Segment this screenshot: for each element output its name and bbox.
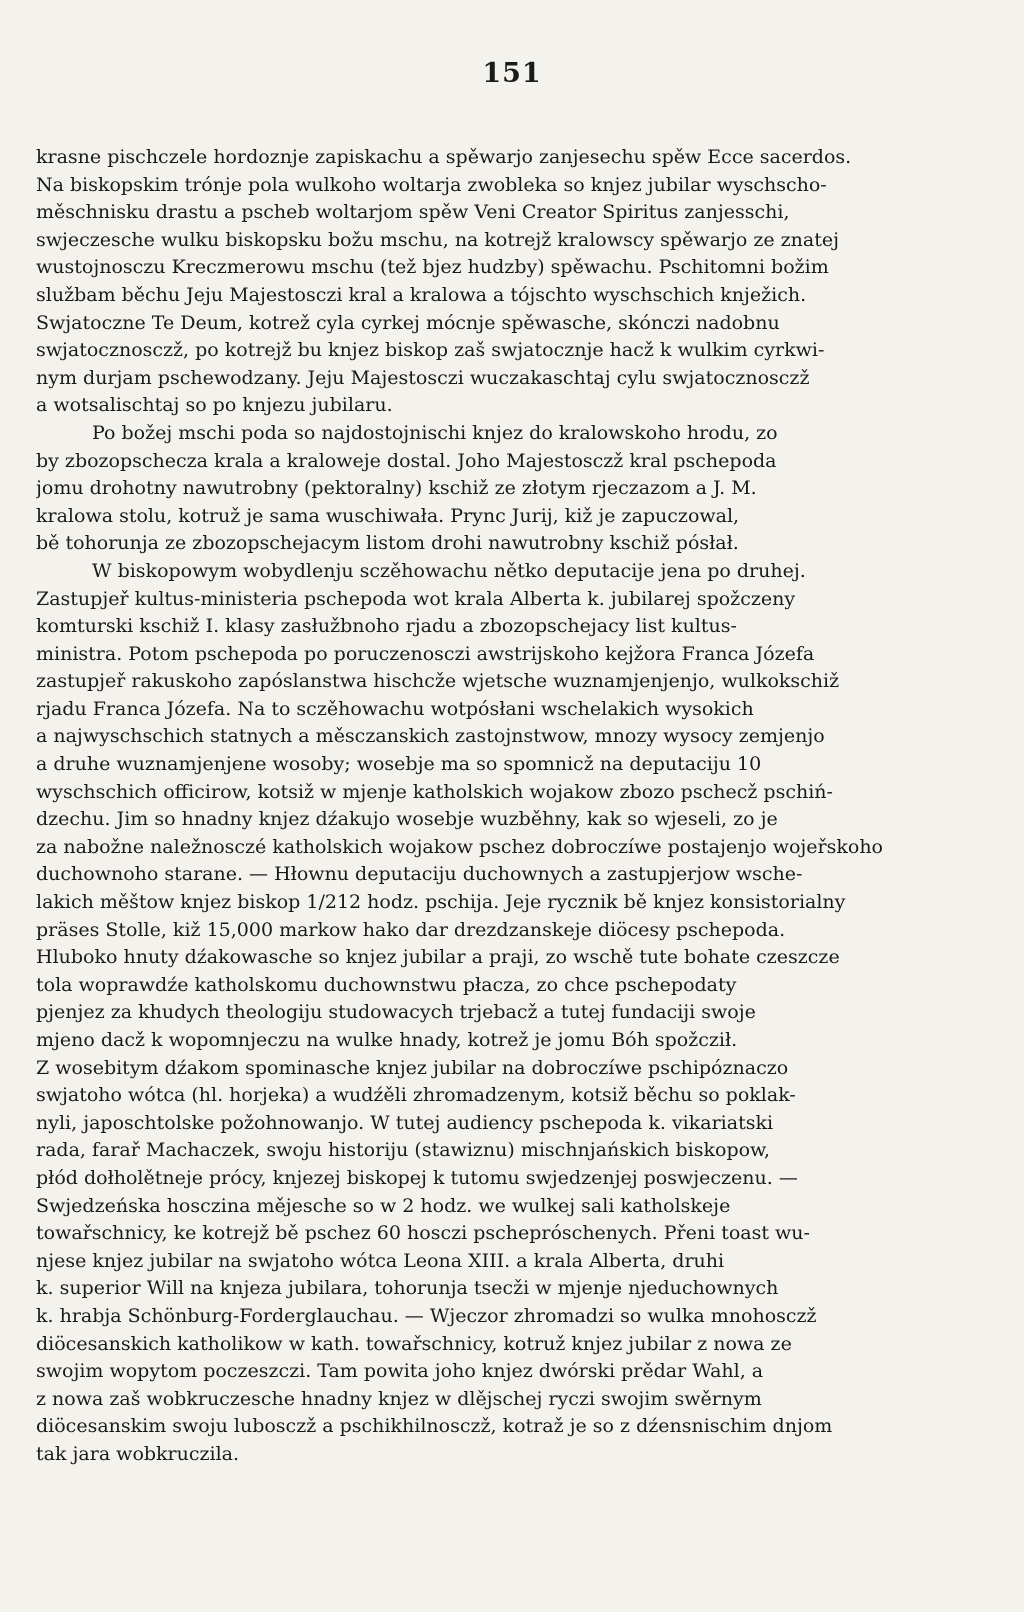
text-line: a druhe wuznamjenjene wosoby; wosebje ma so spomnicž na deputaciju 10 (36, 753, 762, 776)
text-line: nym durjam pschewodzany. Jeju Majestosczi wuczakaschtaj cylu swjatocznosczž (36, 366, 810, 389)
text-line: bě tohorunja ze zbozopschejacym listom drohi nawutrobny kschiž pósłał. (36, 532, 739, 555)
text-line: a najwyschschich statnych a měsczanskich zastojnstwow, mnozy wysocy zemjenjo (36, 725, 825, 748)
text-line: rjadu Franca Józefa. Na to sczěhowachu wotpósłani wschelakich wysokich (36, 697, 754, 720)
text-line: a wotsalischtaj so po knjezu jubilaru. (36, 394, 393, 417)
text-line: W biskopowym wobydlenju sczěhowachu nětko deputacije jena po druhej. (92, 559, 806, 582)
text-line: diöcesanskim swoju lubosczž a pschikhilnosczž, kotraž je so z dźensnischim dnjom (36, 1415, 833, 1438)
text-line: rada, farař Machaczek, swoju historiju (stawiznu) mischnjańskich biskopow, (36, 1139, 771, 1162)
text-line: towařschnicy, ke kotrejž bě pschez 60 hosczi pschepróschenych. Přeni toast wu- (36, 1222, 810, 1245)
text-line: tak jara wobkruczila. (36, 1442, 240, 1465)
text-line: swojim wopytom poczeszczi. Tam powita joho knjez dwórski prědar Wahl, a (36, 1360, 764, 1383)
text-line: Hluboko hnuty dźakowasche so knjez jubilar a praji, zo wschě tute bohate czeszcze (36, 946, 840, 969)
text-line: komturski kschiž I. klasy zasłužbnoho rjadu a zbozopschejacy list kultus- (36, 615, 737, 638)
text-line: płód dołholětneje prócy, knjezej biskopej k tutomu swjedzenjej poswjeczenu. — (36, 1166, 798, 1189)
text-line: k. superior Will na knjeza jubilara, tohorunja tsecži w mjenje njeduchownych (36, 1277, 779, 1300)
text-line: Swjatoczne Te Deum, kotrež cyla cyrkej mócnje spěwasche, skónczi nadobnu (36, 311, 780, 334)
text-line: tola woprawdźe katholskomu duchownstwu płacza, zo chce pschepodaty (36, 973, 737, 996)
text-line: swjatoho wótca (hl. horjeka) a wudźěli zhromadzenym, kotsiž běchu so poklak- (36, 1084, 796, 1107)
text-line: diöcesanskich katholikow w kath. towařschnicy, kotruž knjez jubilar z nowa ze (36, 1332, 792, 1355)
text-line: präses Stolle, kiž 15,000 markow hako dar drezdzanskeje diöcesy pschepoda. (36, 918, 786, 941)
text-line: za nabožne naležnosczé katholskich wojakow pschez dobroczíwe postajenjo wojeřskoho (36, 835, 883, 858)
text-line: Z wosebitym dźakom spominasche knjez jubilar na dobroczíwe pschipóznaczo (36, 1056, 789, 1079)
text-line: Na biskopskim trónje pola wulkoho woltarja zwobleka so knjez jubilar wyschscho- (36, 173, 827, 196)
text-line: k. hrabja Schönburg-Forderglauchau. — Wjeczor zhromadzi so wulka mnohosczž (36, 1304, 817, 1327)
text-line: njese knjez jubilar na swjatoho wótca Leona XIII. a krala Alberta, druhi (36, 1249, 725, 1272)
text-line: dzechu. Jim so hnadny knjez dźakujo wosebje wuzběhny, kak so wjeseli, zo je (36, 808, 778, 831)
text-line: lakich měštow knjez biskop 1/212 hodz. pschija. Jeje rycznik bě knjez konsistorialny (36, 891, 846, 914)
text-line: ministra. Potom pschepoda po poruczenosczi awstrijskoho kejžora Franca Józefa (36, 642, 815, 665)
text-line: nyli, japoschtolske požohnowanjo. W tutej audiency pschepoda k. vikariatski (36, 1111, 774, 1134)
text-line: z nowa zaš wobkruczesche hnadny knjez w dlějschej ryczi swojim swěrnym (36, 1387, 762, 1410)
text-line: by zbozopschecza krala a kraloweje dostal. Joho Majestosczž kral pschepoda (36, 449, 777, 472)
text-line: jomu drohotny nawutrobny (pektoralny) kschiž ze złotym rjeczazom a J. M. (36, 477, 757, 500)
text-line: wustojnosczu Kreczmerowu mschu (tež bjez hudzby) spěwachu. Pschitomni božim (36, 256, 829, 279)
text-line: swjatocznosczž, po kotrejž bu knjez biskop zaš swjatocznje hacž k wulkim cyrkwi- (36, 339, 825, 362)
text-line: pjenjez za khudych theologiju studowacych trjebacž a tutej fundaciji swoje (36, 1001, 756, 1024)
text-line: Zastupjeř kultus-ministeria pschepoda wot krala Alberta k. jubilarej spožczeny (36, 587, 796, 610)
text-line: službam běchu Jeju Majestosczi kral a kralowa a tójschto wyschschich knježich. (36, 283, 807, 306)
page-number: 151 (482, 58, 542, 89)
text-line: zastupjeř rakuskoho zapóslanstwa hischcže wjetsche wuznamjenjenjo, wulkokschiž (36, 670, 840, 693)
text-line: Po božej mschi poda so najdostojnischi knjez do kralowskoho hrodu, zo (92, 421, 778, 444)
text-line: Swjedzeńska hosczina měјesche so w 2 hodz. we wulkej sali katholskeje (36, 1194, 731, 1217)
text-line: duchownoho starane. — Hłownu deputaciju duchownych a zastupjerjow wsche- (36, 863, 803, 886)
text-line: měschnisku drastu a pscheb woltarjom spěw Veni Creator Spiritus zanjesschi, (36, 201, 790, 224)
text-line: kralowa stolu, kotruž je sama wuschiwała. Prync Jurij, kiž je zapuczowal, (36, 504, 740, 527)
text-line: swjeczesche wulku biskopsku božu mschu, na kotrejž kralowscy spěwarjo ze znatej (36, 228, 839, 251)
text-line: wyschschich officirow, kotsiž w mjenje katholskich wojakow zbozo pschecž pschiń- (36, 780, 833, 803)
body-text (36, 144, 916, 1469)
text-line: krasne pischczele hordoznje zapiskachu a spěwarjo zanjesechu spěw Ecce sacerdos. (36, 146, 852, 168)
text-line: mjeno dacž k wopomnjeczu na wulke hnady, kotrež je jomu Bóh spožcził. (36, 1029, 738, 1051)
